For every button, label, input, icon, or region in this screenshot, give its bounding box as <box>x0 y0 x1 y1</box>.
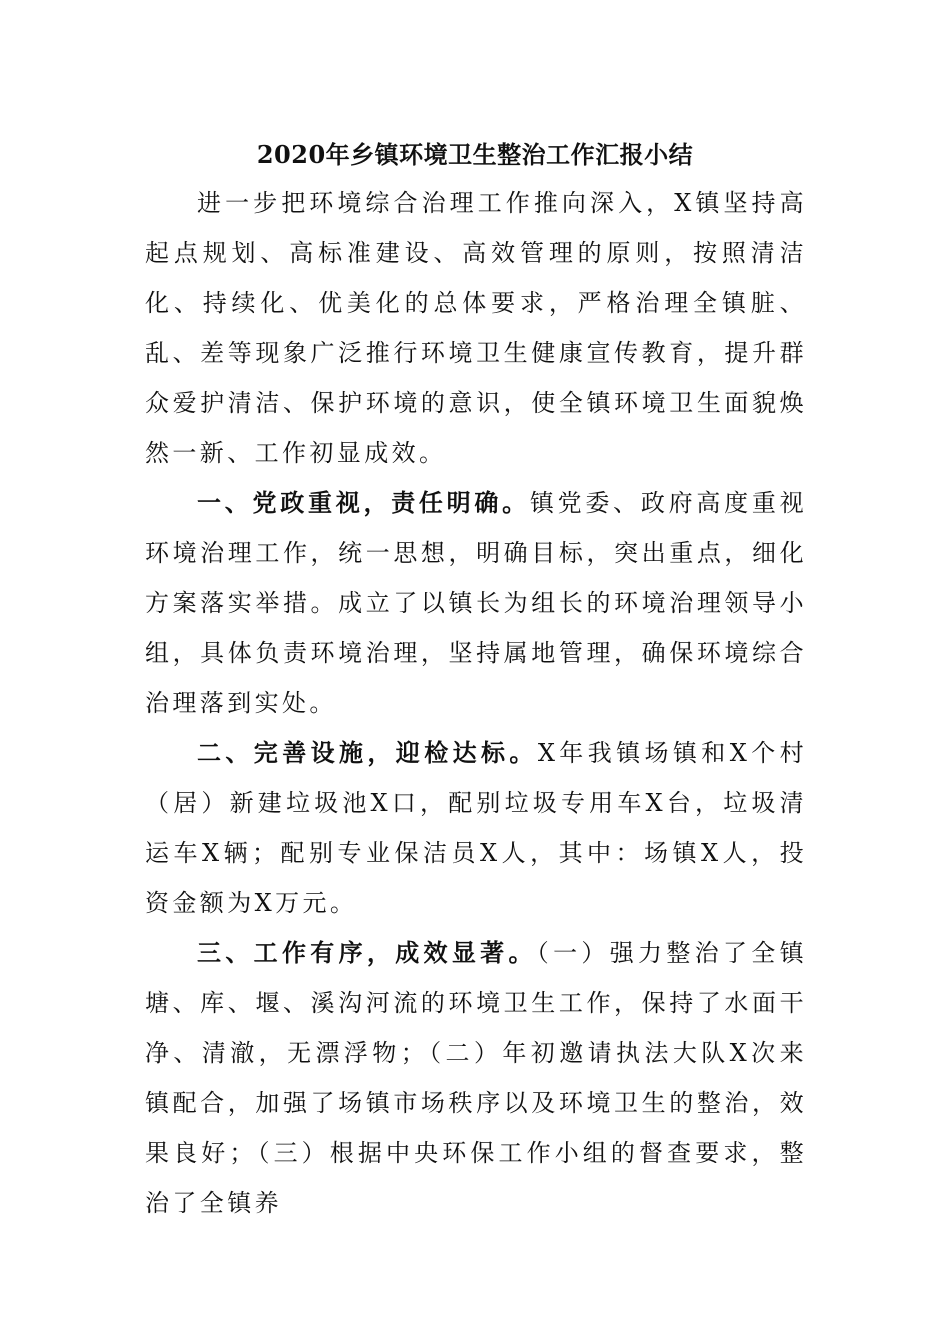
document-title: 2020年乡镇环境卫生整治工作汇报小结 <box>256 140 694 169</box>
paragraph-intro <box>145 178 807 478</box>
paragraph-section-2 <box>145 728 807 928</box>
paragraph-text: 镇党委、政府高度重视环境治理工作，统一思想，明确目标，突出重点，细化方案落实举措。成立了以镇长为组长的环境治理领导小组，具体负责环境治理，坚持属地管理，确保环境综合治理落到实处。 <box>145 489 807 717</box>
paragraph-text: （一）强力整治了全镇塘、库、堰、溪沟河流的环境卫生工作，保持了水面干净、清澈，无漂浮物；（二）年初邀请执法大队X次来镇配合，加强了场镇市场秩序以及环境卫生的整治，效果良好；（三）根据中央环保工作小组的督查要求，整治了全镇养 <box>145 939 807 1217</box>
section-heading: 二、完善设施，迎检达标。 <box>197 738 538 767</box>
section-heading: 三、工作有序，成效显著。 <box>197 938 537 967</box>
paragraph-text: X年我镇场镇和X个村（居）新建垃圾池X口，配别垃圾专用车X台，垃圾清运车X辆；配别专业保洁员X人，其中：场镇X人，投资金额为X万元。 <box>145 739 807 917</box>
paragraph-section-1 <box>145 478 807 728</box>
section-heading: 一、党政重视，责任明确。 <box>197 488 530 517</box>
paragraph-section-3 <box>145 928 807 1228</box>
paragraph-text: 进一步把环境综合治理工作推向深入，X镇坚持高起点规划、高标准建设、高效管理的原则，按照清洁化、持续化、优美化的总体要求，严格治理全镇脏、乱、差等现象广泛推行环境卫生健康宣传教育，提升群众爱护清洁、保护环境的意识，使全镇环境卫生面貌焕然一新、工作初显成效。 <box>145 189 807 467</box>
